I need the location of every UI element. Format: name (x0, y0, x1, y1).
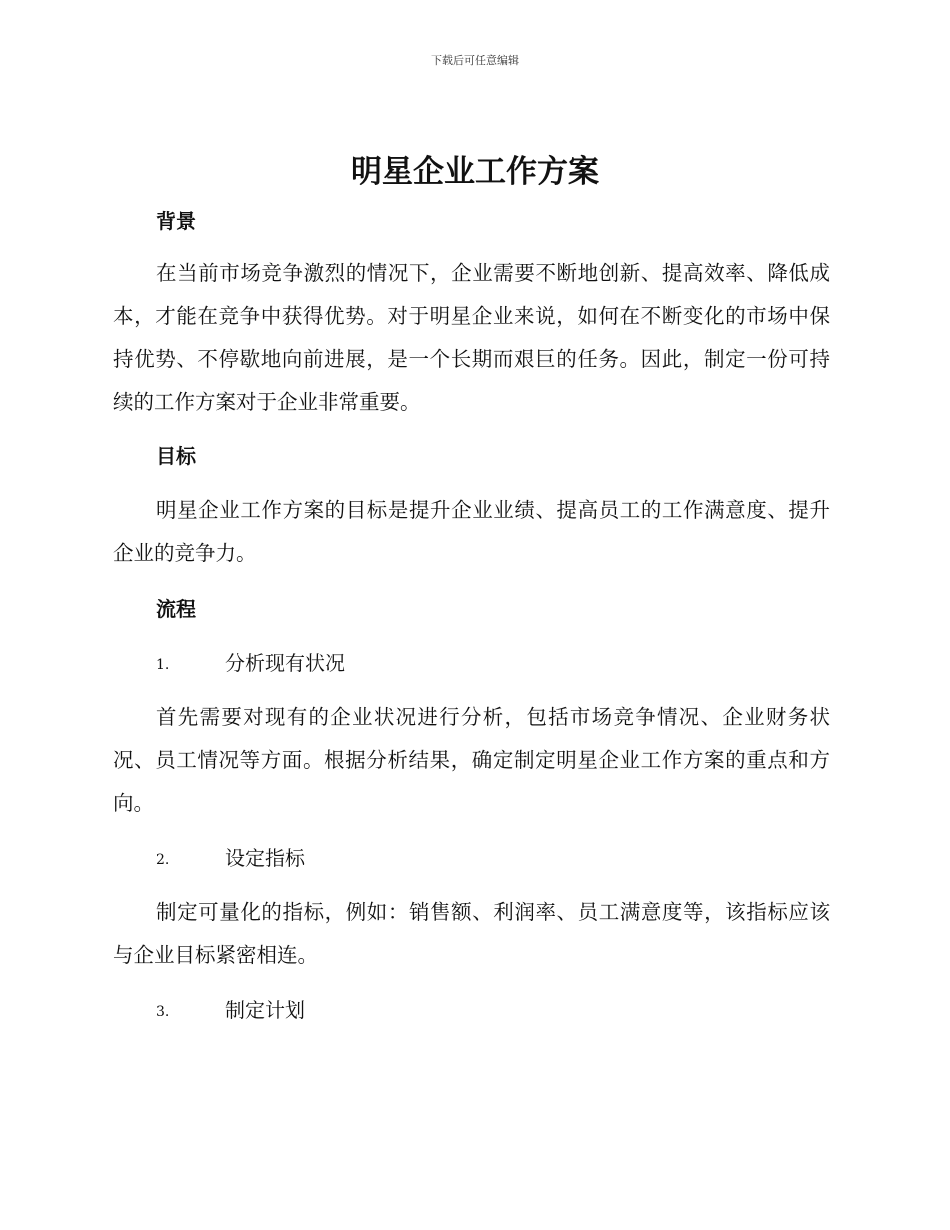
document-title: 明星企业工作方案 (351, 154, 599, 190)
background-paragraph: 在当前市场竞争激烈的情况下，企业需要不断地创新、提高效率、降低成本，才能在竞争中获得优势。对于明星企业来说，如何在不断变化的市场中保持优势、不停歇地向前进展，是一个长期而艰巨的任务。因此，制定一份可持续的工作方案对于企业非常重要。 (113, 261, 830, 414)
section-heading-background: 背景 (156, 209, 196, 233)
step-label: 制定计划 (225, 998, 305, 1022)
step-number: 1. (156, 657, 170, 673)
step-label: 设定指标 (225, 846, 305, 870)
goal-paragraph: 明星企业工作方案的目标是提升企业业绩、提高员工的工作满意度、提升企业的竞争力。 (113, 498, 830, 565)
step-2-paragraph: 制定可量化的指标，例如：销售额、利润率、员工满意度等，该指标应该与企业目标紧密相连。 (113, 900, 830, 967)
step-1-paragraph: 首先需要对现有的企业状况进行分析，包括市场竞争情况、企业财务状况、员工情况等方面。根据分析结果，确定制定明星企业工作方案的重点和方向。 (113, 705, 830, 815)
step-number: 2. (156, 852, 170, 868)
section-heading-process: 流程 (156, 597, 196, 621)
page-header: 下载后可任意编辑 (431, 54, 519, 67)
step-label: 分析现有状况 (225, 651, 345, 675)
section-heading-goal: 目标 (156, 444, 196, 468)
step-number: 3. (156, 1004, 170, 1020)
